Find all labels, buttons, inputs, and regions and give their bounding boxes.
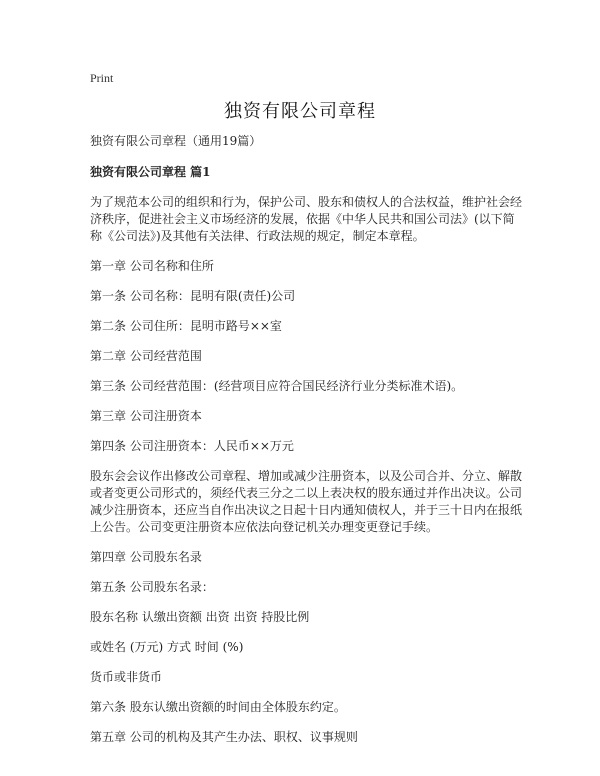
article-paragraph: 第四条 公司注册资本：人民币××万元 (90, 439, 294, 453)
document-subtitle: 独资有限公司章程（通用19篇） (90, 134, 262, 148)
chapter-heading: 第五章 公司的机构及其产生办法、职权、议事规则 (90, 730, 358, 744)
paragraph-intro: 为了规范本公司的组织和行为，保护公司、股东和债权人的合法权益，维护社会经济秩序，促进社会主义市场经济的发展，依据《中华人民共和国公司法》(以下简称《公司法》)及其他有关法律、行政法规的规定，制定本章程。 (90, 195, 523, 243)
article-paragraph: 第一条 公司名称：昆明有限(责任)公司 (90, 289, 296, 303)
article-paragraph: 第三条 公司经营范围：(经营项目应符合国民经济行业分类标准术语)。 (90, 379, 464, 393)
shareholder-table-header: 股东名称 认缴出资额 出资 出资 持股比例 (90, 610, 310, 624)
article-paragraph: 第五条 公司股东名录： (90, 580, 214, 594)
article-paragraph: 第六条 股东认缴出资额的时间由全体股东约定。 (90, 700, 346, 714)
chapter-heading: 第二章 公司经营范围 (90, 349, 202, 363)
article-paragraph: 第二条 公司住所：昆明市路号××室 (90, 319, 282, 333)
shareholder-table-note: 货币或非货币 (90, 670, 163, 684)
chapter-heading: 第一章 公司名称和住所 (90, 259, 214, 273)
chapter-heading: 第三章 公司注册资本 (90, 409, 202, 423)
chapter-heading: 第四章 公司股东名录 (90, 550, 202, 564)
document-title: 独资有限公司章程 (224, 101, 376, 122)
shareholder-table-subheader: 或姓名 (万元) 方式 时间 (%) (90, 640, 244, 654)
print-link[interactable]: Print (90, 71, 114, 85)
section-heading: 独资有限公司章程 篇1 (90, 165, 211, 179)
document-body (90, 133, 522, 759)
paragraph-capital-change: 股东会会议作出修改公司章程、增加或减少注册资本，以及公司合并、分立、解散或者变更公司形式的，须经代表三分之二以上表决权的股东通过并作出决议。公司减少注册资本，还应当自作出决议之日起十日内通知债权人，并于三十日内在报纸上公告。公司变更注册资本应依法向登记机关办理变更登记手续。 (90, 469, 523, 534)
